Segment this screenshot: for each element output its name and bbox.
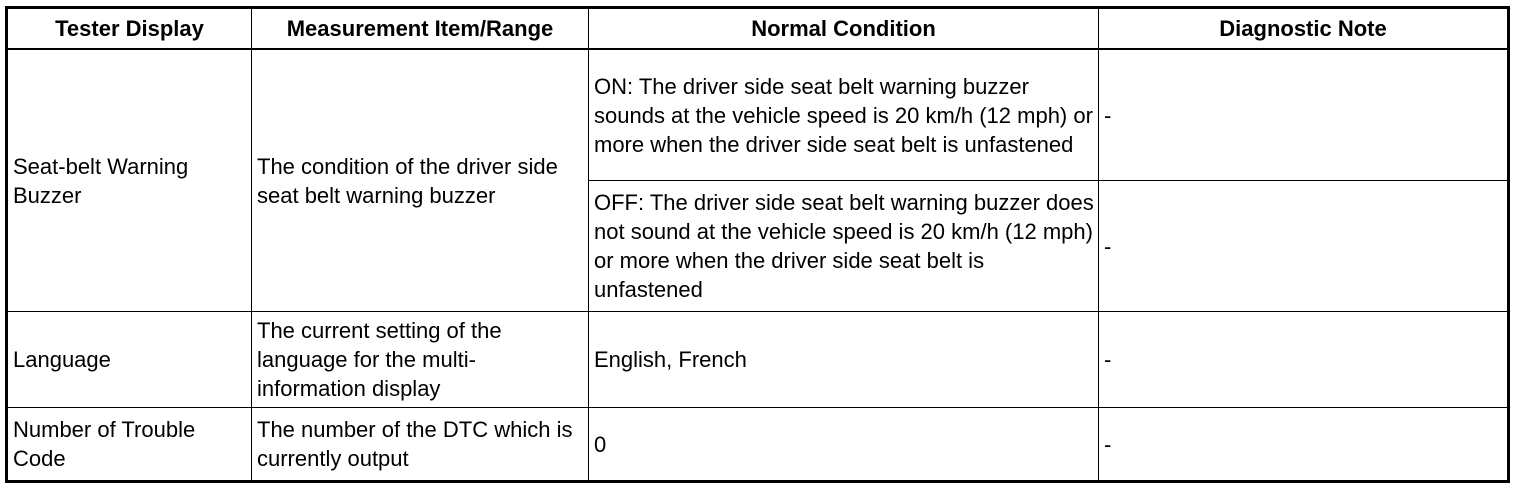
tester-display-cell: Seat-belt Warning Buzzer xyxy=(7,49,252,312)
tester-display-cell: Language xyxy=(7,312,252,408)
normal-condition-cell: 0 xyxy=(589,408,1099,482)
measurement-cell: The current setting of the language for the multi-information display xyxy=(252,312,589,408)
header-diagnostic-note: Diagnostic Note xyxy=(1099,8,1509,50)
measurement-cell: The condition of the driver side seat belt warning buzzer xyxy=(252,49,589,312)
diagnostic-note-cell: - xyxy=(1099,312,1509,408)
diagnostic-note-cell: - xyxy=(1099,49,1509,181)
measurement-cell: The number of the DTC which is currently output xyxy=(252,408,589,482)
header-tester-display: Tester Display xyxy=(7,8,252,50)
normal-condition-cell: ON: The driver side seat belt warning buzzer sounds at the vehicle speed is 20 km/h (12 mph) or more when the driver side seat belt is unfastened xyxy=(589,49,1099,181)
header-measurement-item: Measurement Item/Range xyxy=(252,8,589,50)
diagnostic-note-cell: - xyxy=(1099,408,1509,482)
table-row xyxy=(7,49,1509,181)
diagnostic-note-cell: - xyxy=(1099,181,1509,312)
header-row xyxy=(7,8,1509,50)
table-row xyxy=(7,312,1509,408)
table-row xyxy=(7,408,1509,482)
normal-condition-cell: English, French xyxy=(589,312,1099,408)
header-normal-condition: Normal Condition xyxy=(589,8,1099,50)
normal-condition-cell: OFF: The driver side seat belt warning buzzer does not sound at the vehicle speed is 20 km/h (12 mph) or more when the driver side seat belt is unfastened xyxy=(589,181,1099,312)
tester-display-cell: Number of Trouble Code xyxy=(7,408,252,482)
data-list-table xyxy=(5,6,1510,483)
